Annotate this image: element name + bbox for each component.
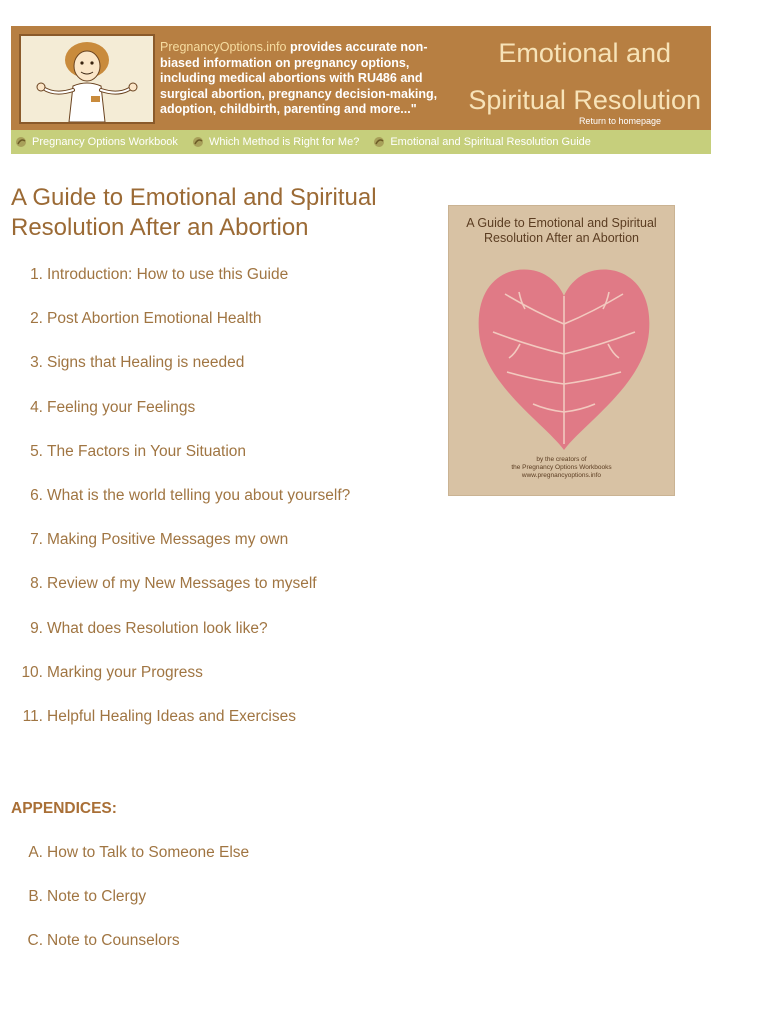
toc-item[interactable] bbox=[11, 487, 431, 531]
toc-number: 4. bbox=[30, 398, 43, 416]
toc-item[interactable] bbox=[11, 443, 431, 487]
appendix-item[interactable] bbox=[11, 932, 249, 976]
heart-leaf-icon bbox=[475, 254, 653, 454]
header-banner bbox=[11, 26, 711, 130]
toc-number: 11. bbox=[22, 707, 43, 725]
toc-label: Post Abortion Emotional Health bbox=[47, 310, 262, 328]
tagline-text: provides accurate non-biased information on pregnancy options, including medical abortions with RU486 and surgical abortion, pregnancy decision-making, adoption, childbirth, parenting and more..." bbox=[160, 40, 438, 116]
section-title bbox=[446, 30, 701, 124]
toc-label: Signs that Healing is needed bbox=[47, 354, 245, 372]
mascot-illustration bbox=[19, 34, 155, 124]
toc-label: Feeling your Feelings bbox=[47, 398, 196, 416]
cover-credit bbox=[449, 456, 674, 480]
toc-item[interactable] bbox=[11, 310, 431, 354]
brand-name[interactable]: PregnancyOptions.info bbox=[160, 40, 287, 54]
section-title-line2: Spiritual Resolution bbox=[468, 85, 701, 115]
return-home-link[interactable]: Return to homepage bbox=[578, 116, 661, 126]
toc-label: The Factors in Your Situation bbox=[47, 442, 247, 460]
swirl-icon bbox=[373, 136, 385, 148]
toc-item[interactable] bbox=[11, 708, 431, 752]
appendix-letter: A. bbox=[28, 844, 43, 861]
nav-item-label: Which Method is Right for Me? bbox=[208, 136, 360, 148]
toc-label: Marking your Progress bbox=[47, 663, 203, 681]
toc-number: 3. bbox=[30, 354, 43, 372]
appendix-label: Note to Clergy bbox=[47, 888, 147, 906]
toc-number: 9. bbox=[30, 619, 43, 637]
appendix-label: Note to Counselors bbox=[47, 932, 180, 950]
toc-label: Introduction: How to use this Guide bbox=[47, 266, 289, 283]
nav-item-which-method[interactable] bbox=[192, 136, 359, 148]
toc-number: 1. bbox=[30, 266, 43, 283]
toc-label: What does Resolution look like? bbox=[47, 619, 268, 637]
appendix-letter: B. bbox=[28, 888, 43, 906]
cover-credit-line2: the Pregnancy Options Workbooks bbox=[511, 464, 612, 471]
appendix-item[interactable] bbox=[11, 844, 249, 888]
nav-item-label: Pregnancy Options Workbook bbox=[32, 136, 178, 148]
toc-list bbox=[11, 266, 431, 752]
nav-item-resolution-guide[interactable] bbox=[373, 136, 591, 148]
toc-number: 8. bbox=[30, 575, 43, 593]
nav-item-label: Emotional and Spiritual Resolution Guide bbox=[390, 136, 591, 148]
page-title: A Guide to Emotional and Spiritual Resolution After an Abortion bbox=[11, 184, 377, 241]
book-cover-image bbox=[448, 205, 675, 496]
appendix-letter: C. bbox=[27, 932, 43, 950]
toc-number: 2. bbox=[30, 310, 43, 328]
toc-label: What is the world telling you about yourself? bbox=[47, 486, 351, 504]
toc-label: Making Positive Messages my own bbox=[47, 531, 289, 549]
toc-number: 7. bbox=[30, 531, 43, 549]
nav-bar bbox=[11, 130, 711, 154]
toc-number: 5. bbox=[30, 442, 43, 460]
cover-title-line1: A Guide to Emotional and Spiritual bbox=[466, 216, 657, 230]
toc-item[interactable] bbox=[11, 664, 431, 708]
cover-title bbox=[449, 216, 674, 246]
toc-label: Review of my New Messages to myself bbox=[47, 575, 317, 593]
toc-item[interactable] bbox=[11, 399, 431, 443]
nav-item-workbook[interactable] bbox=[15, 136, 178, 148]
appendices-heading: APPENDICES: bbox=[11, 800, 117, 817]
appendix-label: How to Talk to Someone Else bbox=[47, 844, 250, 861]
appendix-item[interactable] bbox=[11, 888, 249, 932]
cover-title-line2: Resolution After an Abortion bbox=[484, 231, 639, 245]
cover-credit-line3: www.pregnancyoptions.info bbox=[521, 472, 602, 479]
swirl-icon bbox=[192, 136, 204, 148]
toc-item[interactable] bbox=[11, 266, 431, 310]
toc-number: 6. bbox=[30, 486, 43, 504]
header-tagline bbox=[160, 40, 460, 118]
toc-item[interactable] bbox=[11, 531, 431, 575]
toc-number: 10. bbox=[21, 663, 43, 681]
toc-item[interactable] bbox=[11, 575, 431, 619]
toc-item[interactable] bbox=[11, 354, 431, 398]
appendices-list bbox=[11, 844, 249, 977]
toc-item[interactable] bbox=[11, 620, 431, 664]
toc-label: Helpful Healing Ideas and Exercises bbox=[47, 707, 296, 725]
swirl-icon bbox=[15, 136, 27, 148]
section-title-line1: Emotional and bbox=[498, 38, 671, 68]
cover-credit-line1: by the creators of bbox=[536, 456, 587, 463]
